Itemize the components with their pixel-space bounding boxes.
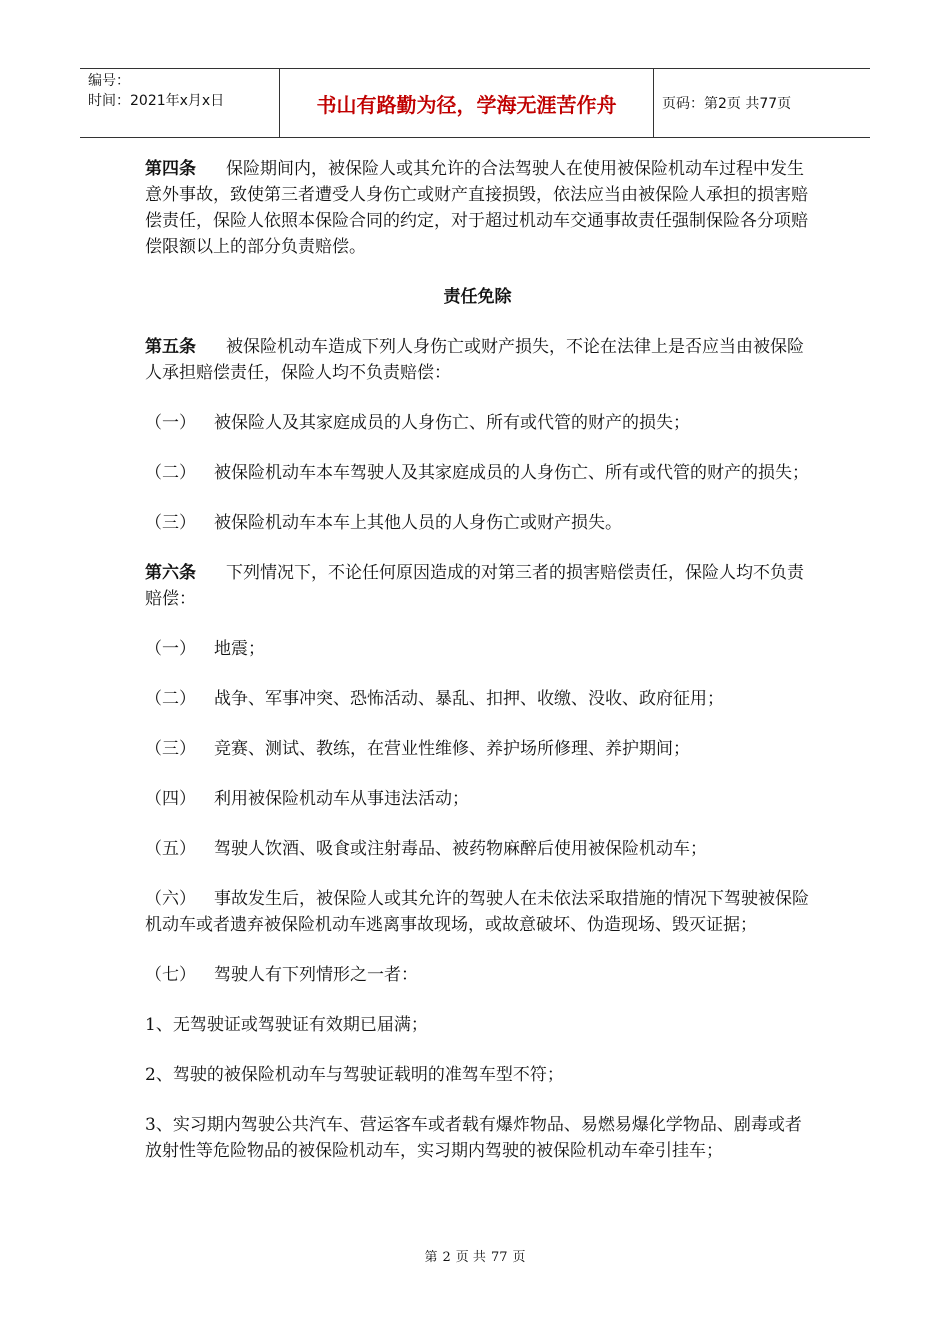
list-item: （四） 利用被保险机动车从事违法活动； bbox=[145, 789, 469, 809]
serial-label: 编号： bbox=[88, 73, 130, 89]
article-text: 被保险机动车造成下列人身伤亡或财产损失，不论在法律上是否应当由被保险人承担赔偿责任，保险人均不负责赔偿： bbox=[145, 337, 804, 383]
footer-total-pages: 77 bbox=[490, 1250, 508, 1265]
article-text: 保险期间内，被保险人或其允许的合法驾驶人在使用被保险机动车过程中发生意外事故，致使第三者遭受人身伤亡或财产直接损毁，依法应当由被保险人承担的损害赔偿责任，保险人依照本保险合同的约定，对于超过机动车交通事故责任强制保险各分项赔偿限额以上的部分负责赔偿。 bbox=[145, 159, 808, 257]
list-item: （三） 竞赛、测试、教练，在营业性维修、养护场所修理、养护期间； bbox=[145, 739, 690, 759]
list-item: （七） 驾驶人有下列情形之一者： bbox=[145, 965, 418, 985]
list-item: （二） 被保险机动车本车驾驶人及其家庭成员的人身伤亡、所有或代管的财产的损失； bbox=[145, 463, 809, 483]
list-item: （一） 被保险人及其家庭成员的人身伤亡、所有或代管的财产的损失； bbox=[145, 413, 690, 433]
article-6 bbox=[145, 560, 810, 612]
sub-item: 1、无驾驶证或驾驶证有效期已届满； bbox=[145, 1015, 428, 1035]
article-label: 第六条 bbox=[145, 563, 196, 583]
article-label: 第五条 bbox=[145, 337, 196, 357]
list-item: （六） 事故发生后，被保险人或其允许的驾驶人在未依法采取措施的情况下驾驶被保险机动车或者遗弃被保险机动车逃离事故现场，或故意破坏、伪造现场、毁灭证据； bbox=[145, 889, 809, 935]
footer-page-number: 2 bbox=[442, 1250, 451, 1265]
article-4 bbox=[145, 156, 810, 260]
page-header bbox=[80, 68, 870, 138]
header-motto: 书山有路勤为径，学海无涯苦作舟 bbox=[280, 69, 654, 137]
sub-item: 2、驾驶的被保险机动车与驾驶证载明的准驾车型不符； bbox=[145, 1065, 564, 1085]
sub-item: 3、实习期内驾驶公共汽车、营运客车或者载有爆炸物品、易燃易爆化学物品、剧毒或者放射性等危险物品的被保险机动车，实习期内驾驶的被保险机动车牵引挂车； bbox=[145, 1115, 802, 1161]
header-meta bbox=[80, 69, 280, 137]
list-item: （一） 地震； bbox=[145, 639, 265, 659]
list-item: （二） 战争、军事冲突、恐怖活动、暴乱、扣押、收缴、没收、政府征用； bbox=[145, 689, 724, 709]
section-title: 责任免除 bbox=[443, 287, 512, 307]
header-page-info: 页码：第2页 共77页 bbox=[662, 96, 792, 112]
list-item: （五） 驾驶人饮酒、吸食或注射毒品、被药物麻醉后使用被保险机动车； bbox=[145, 839, 707, 859]
article-text: 下列情况下，不论任何原因造成的对第三者的损害赔偿责任，保险人均不负责赔偿： bbox=[145, 563, 804, 609]
document-body bbox=[145, 156, 810, 1188]
date-label: 时间：2021年x月x日 bbox=[88, 93, 225, 109]
page-footer: 第 2 页 共 77 页 bbox=[424, 1250, 526, 1265]
list-item: （三） 被保险机动车本车上其他人员的人身伤亡或财产损失。 bbox=[145, 513, 622, 533]
article-5 bbox=[145, 334, 810, 386]
article-label: 第四条 bbox=[145, 159, 196, 179]
